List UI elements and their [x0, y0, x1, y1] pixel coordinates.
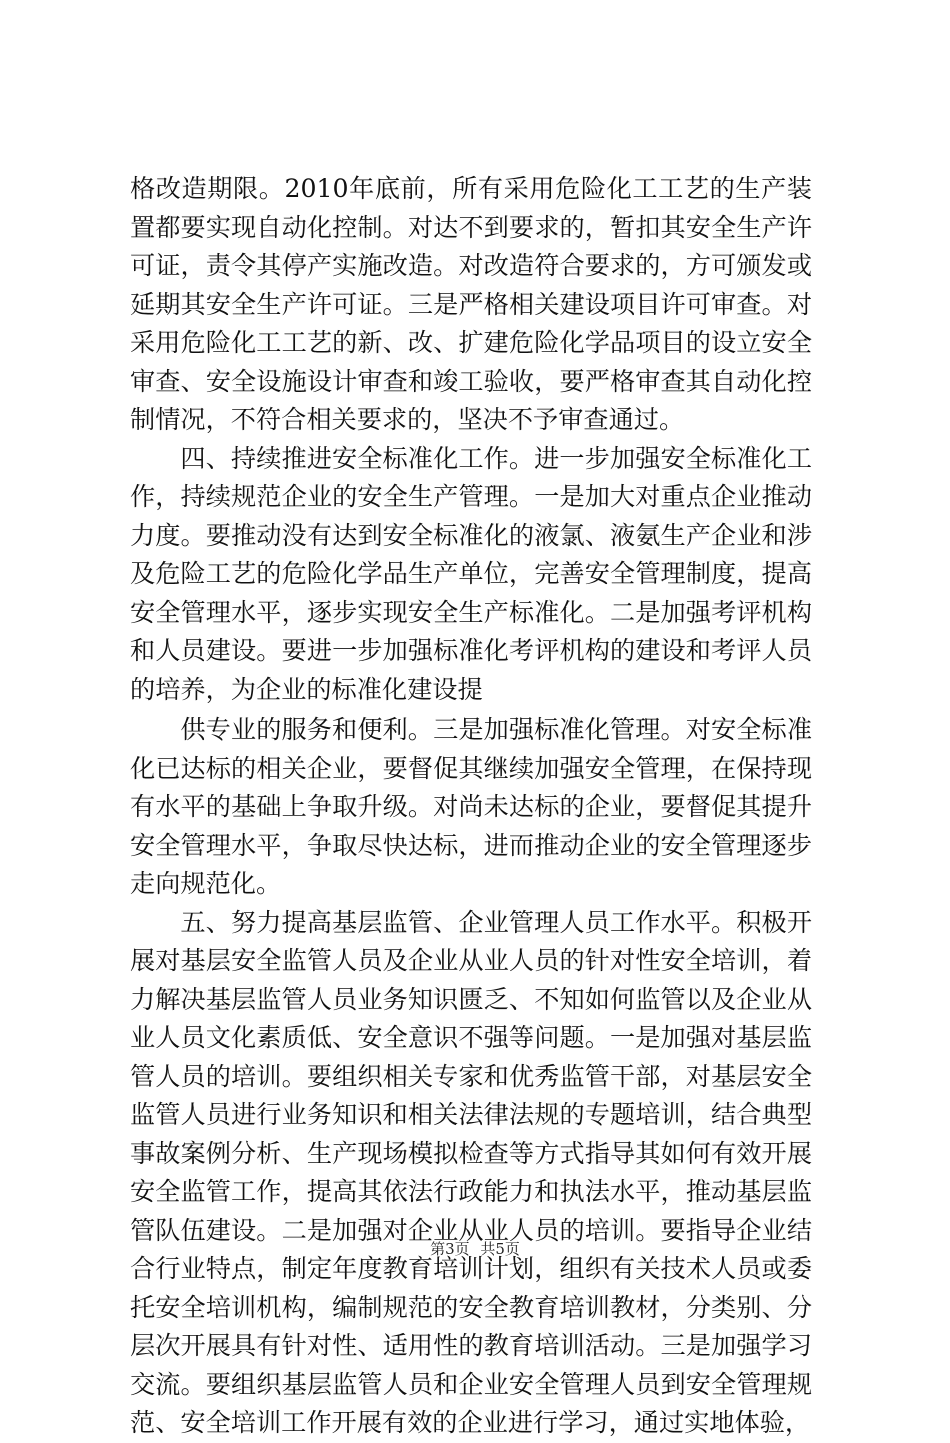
page-footer [0, 1239, 950, 1259]
paragraph-continuation: 格改造期限。2010年底前，所有采用危险化工工艺的生产装置都要实现自动化控制。对达不到要求的，暂扣其安全生产许可证，责令其停产实施改造。对改造符合要求的，方可颁发或延期其安全生产许可证。三是严格相关建设项目许可审查。对采用危险化工工艺的新、改、扩建危险化学品项目的设立安全审查、安全设施设计审查和竣工验收，要严格审查其自动化控制情况，不符合相关要求的，坚决不予审查通过。 [130, 174, 812, 434]
page-total: 共5页 [480, 1240, 520, 1258]
paragraph-section-five: 五、努力提高基层监管、企业管理人员工作水平。积极开展对基层安全监管人员及企业从业人员的针对性安全培训，着力解决基层监管人员业务知识匮乏、不知如何监管以及企业从业人员文化素质低、安全意识不强等问题。一是加强对基层监管人员的培训。要组织相关专家和优秀监管干部，对基层安全监管人员进行业务知识和相关法律法规的专题培训，结合典型事故案例分析、生产现场模拟检查等方式指导其如何有效开展安全监管工作，提高其依法行政能力和执法水平，推动基层监管队伍建设。二是加强对企业从业人员的培训。要指导企业结合行业特点，制定年度教育培训计划，组织有关技术人员或委托安全培训机构，编制规范的安全教育培训教材，分类别、分层次开展具有针对性、适用性的教育培训活动。三是加强学习交流。要组织基层监管人员和企业安全管理人员到安全管理规范、安全培训工作开展有效的企业进行学习，通过实地体验， [130, 907, 812, 1437]
paragraph-section-four-continued: 供专业的服务和便利。三是加强标准化管理。对安全标准化已达标的相关企业，要督促其继续加强安全管理，在保持现有水平的基础上争取升级。对尚未达标的企业，要督促其提升安全管理水平，争取尽快达标，进而推动企业的安全管理逐步走向规范化。 [130, 715, 812, 898]
paragraph-section-four: 四、持续推进安全标准化工作。进一步加强安全标准化工作，持续规范企业的安全生产管理。一是加大对重点企业推动力度。要推动没有达到安全标准化的液氯、液氨生产企业和涉及危险工艺的危险化学品生产单位，完善安全管理制度，提高安全管理水平，逐步实现安全生产标准化。二是加强考评机构和人员建设。要进一步加强标准化考评机构的建设和考评人员的培养，为企业的标准化建设提 [130, 443, 812, 704]
page-number: 第3页 [430, 1240, 470, 1258]
